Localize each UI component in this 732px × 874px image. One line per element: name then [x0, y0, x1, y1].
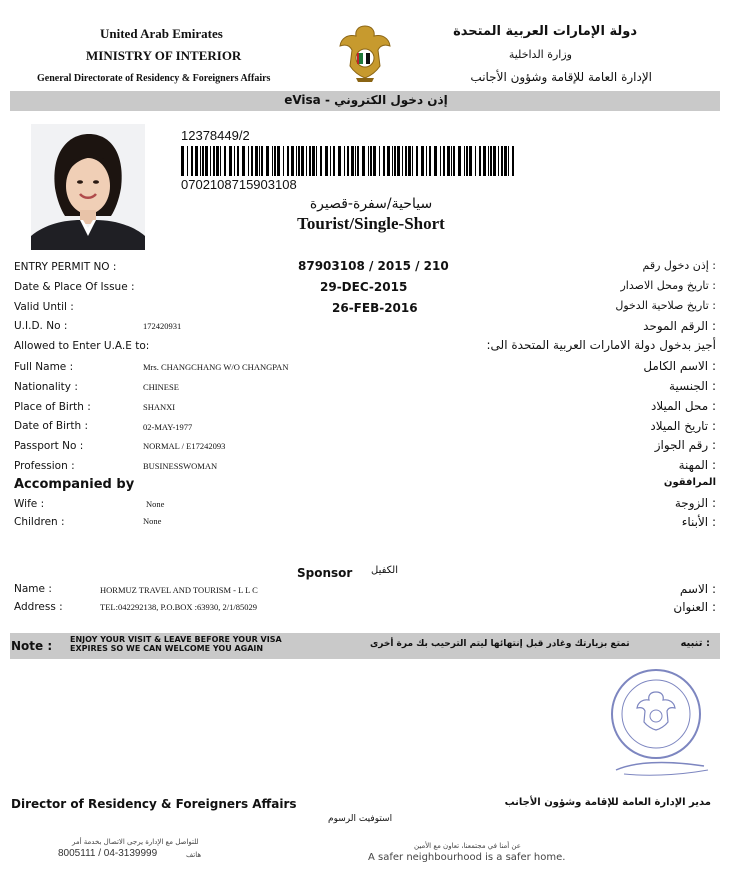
wife-value: None	[146, 499, 165, 509]
evisa-banner-text: eVisa - إذن دخول الكتروني	[284, 93, 448, 107]
entry-permit-label: ENTRY PERMIT NO :	[14, 261, 117, 273]
children-value: None	[143, 516, 162, 526]
place-of-birth-value: SHANXI	[143, 402, 176, 412]
sponsor-name-label-ar: : الاسم	[679, 582, 716, 596]
phone-label-ar: هاتف	[186, 851, 202, 859]
children-label-ar: : الأبناء	[681, 515, 716, 529]
directorate-title-en: General Directorate of Residency & Foreigners Affairs	[37, 73, 271, 84]
sponsor-name-label: Name :	[14, 583, 52, 595]
profession-label: Profession :	[14, 460, 75, 472]
barcode	[181, 146, 521, 176]
valid-until-label: Valid Until :	[14, 301, 74, 313]
note-label: Note :	[11, 639, 53, 653]
visa-type-ar: سياحية/سفرة-قصيرة	[309, 196, 433, 212]
date-of-birth-label: Date of Birth :	[14, 420, 88, 432]
nationality-label-ar: : الجنسية	[669, 379, 716, 393]
note-line-2: EXPIRES SO WE CAN WELCOME YOU AGAIN	[70, 644, 264, 653]
ministry-title-en: MINISTRY OF INTERIOR	[86, 48, 242, 63]
note-line-1: ENJOY YOUR VISIT & LEAVE BEFORE YOUR VISA	[70, 635, 282, 644]
ministry-title-ar: وزارة الداخلية	[508, 48, 572, 61]
valid-until-value: 26-FEB-2016	[332, 301, 418, 315]
issue-date-label-ar: : تاريخ ومحل الاصدار	[620, 279, 716, 292]
visa-type-en: Tourist/Single-Short	[297, 214, 445, 233]
director-title-en: Director of Residency & Foreigners Affairs	[11, 797, 297, 811]
slogan-ar: عن أمنا في مجتمعنا، تعاون مع الأمين	[414, 842, 521, 850]
directorate-title-ar: الإدارة العامة للإقامة وشؤون الأجانب	[470, 70, 652, 84]
passport-no-label: Passport No :	[14, 440, 84, 452]
place-of-birth-label: Place of Birth :	[14, 401, 91, 413]
issue-date-value: 29-DEC-2015	[320, 280, 408, 294]
profession-value: BUSINESSWOMAN	[143, 461, 218, 471]
barcode-number: 0702108715903108	[181, 177, 297, 192]
date-of-birth-value: 02-MAY-1977	[143, 422, 193, 432]
entry-permit-value: 87903108 / 2015 / 210	[298, 259, 449, 273]
slogan-en: A safer neighbourhood is a safer home.	[368, 852, 566, 863]
place-of-birth-label-ar: : محل الميلاد	[651, 399, 716, 413]
sponsor-address-label-ar: : العنوان	[673, 600, 716, 614]
issue-date-label: Date & Place Of Issue :	[14, 281, 135, 293]
date-of-birth-label-ar: : تاريخ الميلاد	[650, 419, 716, 433]
contact-text-ar: للتواصل مع الإدارة يرجى الاتصال بخدمة أمر	[72, 838, 199, 846]
fees-collected-ar: استوفيت الرسوم	[328, 814, 393, 824]
allowed-label-ar: أجيز بدخول دولة الامارات العربية المتحدة الى:	[486, 338, 716, 352]
country-title-ar: دولة الإمارات العربية المتحدة	[453, 24, 637, 39]
wife-label-ar: : الزوجة	[674, 496, 716, 510]
allowed-label: Allowed to Enter U.A.E to:	[14, 340, 150, 352]
uae-emblem-icon	[336, 22, 394, 84]
sponsor-title-ar: الكفيل	[371, 565, 398, 576]
entry-permit-label-ar: : إذن دخول رقم	[642, 259, 716, 272]
official-stamp-icon	[604, 666, 714, 782]
uid-label-ar: : الرقم الموحد	[643, 319, 716, 333]
permit-number-top: 12378449/2	[181, 128, 250, 143]
full-name-label: Full Name :	[14, 361, 74, 373]
contact-phones: 8005111 / 04-3139999	[58, 848, 158, 859]
note-label-ar: : تنبيه	[680, 638, 710, 649]
director-title-ar: مدير الإدارة العامة للإقامة وشؤون الأجانب	[504, 797, 711, 808]
full-name-value: Mrs. CHANGCHANG W/O CHANGPAN	[143, 362, 289, 372]
country-title-en: United Arab Emirates	[100, 26, 223, 41]
profession-label-ar: : المهنة	[678, 458, 716, 472]
full-name-label-ar: : الاسم الكامل	[643, 359, 716, 373]
passport-no-value: NORMAL / E17242093	[143, 441, 226, 451]
accompanied-title: Accompanied by	[14, 477, 135, 492]
note-text-ar: تمتع بزيارتك وغادر قبل إنتهائها ليتم الترحيب بك مرة أخرى	[370, 639, 630, 649]
passport-no-label-ar: : رقم الجواز	[654, 438, 716, 452]
nationality-value: CHINESE	[143, 382, 179, 392]
uid-value: 172420931	[143, 321, 182, 331]
nationality-label: Nationality :	[14, 381, 78, 393]
sponsor-name-value: HORMUZ TRAVEL AND TOURISM - L L C	[100, 585, 258, 595]
sponsor-title: Sponsor	[297, 566, 353, 580]
accompanied-title-ar: المرافقون	[663, 477, 716, 488]
uid-label: U.I.D. No :	[14, 320, 68, 332]
wife-label: Wife :	[14, 498, 45, 510]
children-label: Children :	[14, 516, 65, 528]
valid-until-label-ar: : تاريخ صلاحية الدخول	[615, 299, 716, 312]
sponsor-address-value: TEL:042292138, P.O.BOX :63930, 2/1/85029	[100, 602, 258, 612]
sponsor-address-label: Address :	[14, 601, 63, 613]
